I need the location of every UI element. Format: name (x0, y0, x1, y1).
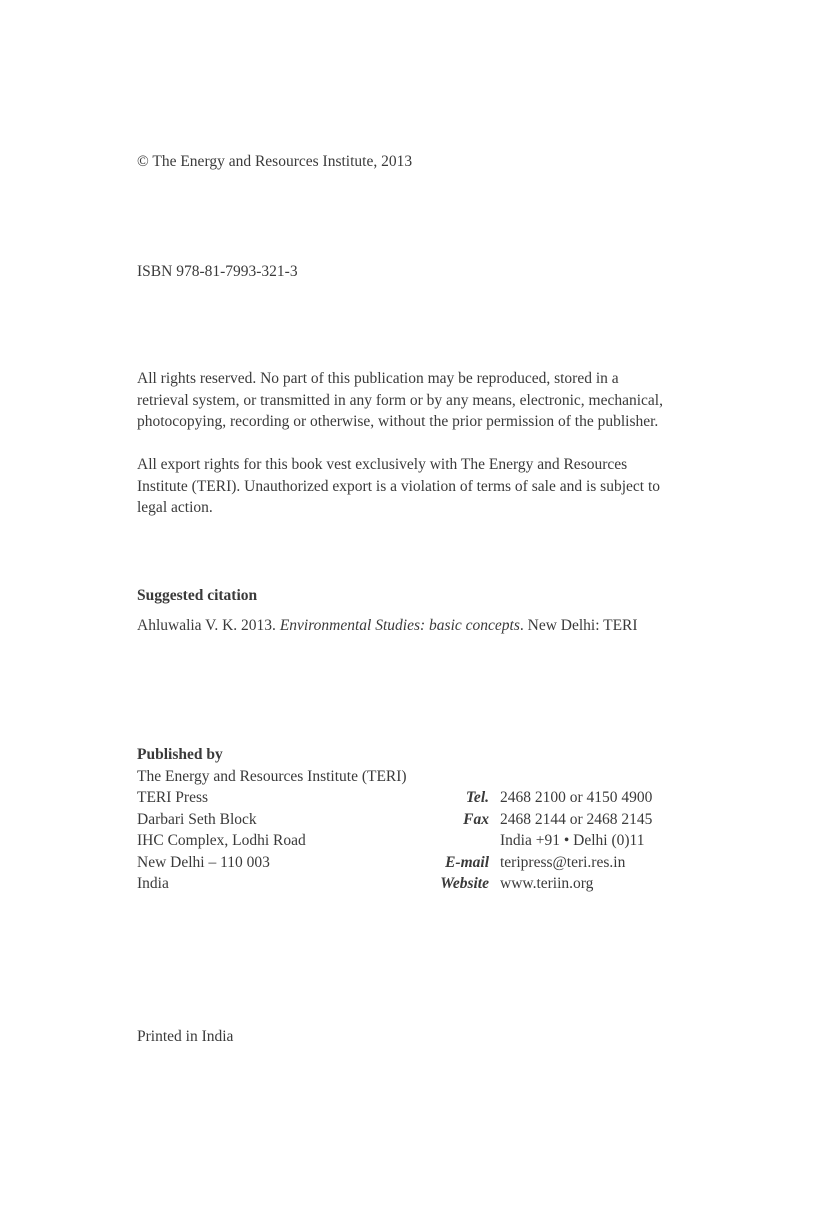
website-label: Website (440, 875, 489, 892)
dialing-code-value: India +91 • Delhi (0)11 (500, 832, 645, 849)
citation-text (137, 615, 697, 637)
website-value: www.teriin.org (500, 875, 594, 892)
fax-value: 2468 2144 or 2468 2145 (500, 810, 653, 828)
tel-value: 2468 2100 or 4150 4900 (500, 789, 653, 806)
isbn: ISBN 978-81-7993-321-3 (137, 263, 298, 280)
publisher-contact-grid (137, 787, 677, 895)
tel-label: Tel. (465, 789, 489, 806)
email-label: E-mail (445, 853, 489, 871)
publisher-section (137, 744, 677, 895)
empty-label (378, 830, 489, 852)
citation-title: Environmental Studies: basic concepts (279, 616, 520, 634)
address-line: IHC Complex, Lodhi Road (137, 832, 306, 849)
citation-rest: . New Delhi: TERI (519, 616, 638, 634)
fax-label: Fax (463, 810, 489, 828)
publisher-heading: Published by (137, 746, 223, 763)
rights-paragraph: All rights reserved. No part of this publication may be reproduced, stored in a retrieval system, or transmitted in any form or by any means, electronic, mechanical, photocopying, recording or otherwise, without the prior permission of the publisher. (137, 370, 663, 430)
address-line: India (137, 875, 169, 892)
email-value: teripress@teri.res.in (500, 853, 626, 871)
export-rights-paragraph: All export rights for this book vest exclusively with The Energy and Resources Institute (TERI). Unauthorized export is a violation of terms of sale and is subject to legal action. (137, 456, 660, 516)
citation-heading: Suggested citation (137, 587, 258, 604)
suggested-citation (137, 585, 697, 636)
address-line: New Delhi – 110 003 (137, 853, 270, 871)
address-line: Darbari Seth Block (137, 810, 257, 828)
copyright-notice: © The Energy and Resources Institute, 2013 (137, 153, 413, 170)
rights-section (137, 368, 667, 519)
publisher-name: The Energy and Resources Institute (TERI) (137, 767, 407, 785)
printed-in: Printed in India (137, 1028, 234, 1045)
address-line: TERI Press (137, 789, 209, 806)
citation-author: Ahluwalia V. K. 2013. (137, 616, 280, 634)
